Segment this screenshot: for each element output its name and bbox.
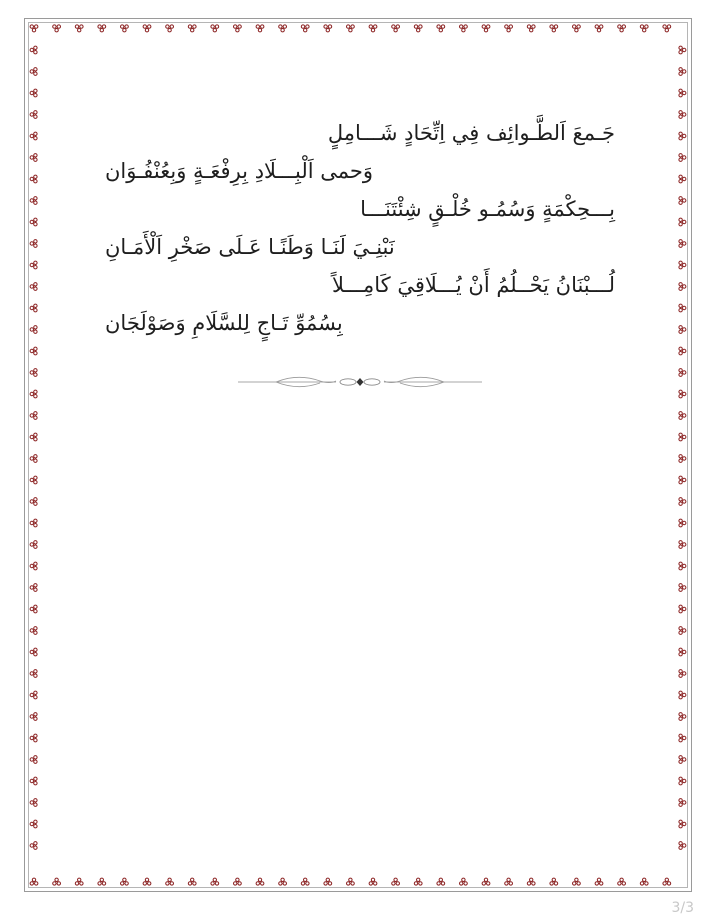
border-ornament bbox=[679, 89, 686, 97]
border-ornament bbox=[679, 111, 686, 119]
border-ornament bbox=[505, 25, 513, 32]
border-ornament bbox=[30, 175, 37, 183]
border-ornament bbox=[30, 820, 37, 828]
border-ornament bbox=[30, 218, 37, 226]
border-ornament bbox=[121, 878, 129, 885]
poem-verse-3: بِـــحِكْمَةٍ وَسُمُـو خُلْـقٍ شِئْتَنَـــا bbox=[360, 197, 615, 221]
border-ornament bbox=[679, 304, 686, 312]
border-ornament bbox=[30, 369, 37, 377]
border-ornament bbox=[30, 25, 38, 32]
border-ornament bbox=[679, 541, 686, 549]
border-ornament bbox=[679, 326, 686, 334]
border-ornament bbox=[188, 878, 196, 885]
border-ornament bbox=[679, 455, 686, 463]
border-ornament bbox=[573, 25, 581, 32]
ornamental-divider bbox=[236, 374, 484, 390]
border-ornament bbox=[234, 878, 242, 885]
border-ornament bbox=[121, 25, 129, 32]
border-ornament bbox=[30, 691, 37, 699]
border-ornament bbox=[30, 89, 37, 97]
border-ornament bbox=[679, 175, 686, 183]
border-ornament bbox=[679, 713, 686, 721]
border-ornament bbox=[550, 25, 558, 32]
border-ornament bbox=[30, 412, 37, 420]
poem-verse-1: جَـمعَ اَلطَّـوائِف فِي اِتِّحَادٍ شَـــامِلٍ bbox=[327, 121, 615, 145]
border-ornament bbox=[30, 261, 37, 269]
border-ornament bbox=[30, 605, 37, 613]
border-ornament bbox=[679, 476, 686, 484]
border-ornament bbox=[234, 25, 242, 32]
border-ornament bbox=[679, 46, 686, 54]
border-ornament bbox=[527, 878, 535, 885]
border-ornament bbox=[30, 476, 37, 484]
border-ornament bbox=[550, 878, 558, 885]
border-ornament bbox=[30, 562, 37, 570]
poem-verse-2: وَحمى اَلْبِـــلَادِ بِرِفْعَـةٍ وَبِعُنْفُـوَان bbox=[105, 159, 374, 183]
border-ornament bbox=[679, 412, 686, 420]
border-ornament bbox=[30, 132, 37, 140]
border-ornament bbox=[679, 132, 686, 140]
border-ornament bbox=[256, 878, 264, 885]
border-ornament bbox=[640, 25, 648, 32]
border-ornament bbox=[30, 648, 37, 656]
border-ornament bbox=[679, 777, 686, 785]
border-ornament bbox=[30, 433, 37, 441]
border-ornament bbox=[30, 734, 37, 742]
border-ornament bbox=[679, 691, 686, 699]
border-ornament bbox=[30, 283, 37, 291]
border-ornament bbox=[679, 605, 686, 613]
border-ornament bbox=[679, 347, 686, 355]
border-ornament bbox=[595, 878, 603, 885]
border-ornament bbox=[618, 25, 626, 32]
border-ornament bbox=[663, 878, 671, 885]
border-ornament bbox=[211, 25, 219, 32]
border-ornament bbox=[679, 197, 686, 205]
border-ornament bbox=[437, 878, 445, 885]
border-ornament bbox=[30, 627, 37, 635]
border-ornament bbox=[679, 390, 686, 398]
poem bbox=[105, 114, 615, 342]
border-ornament bbox=[256, 25, 264, 32]
border-ornament bbox=[663, 25, 671, 32]
border-ornament bbox=[392, 25, 400, 32]
border-ornament bbox=[279, 878, 287, 885]
border-ornament bbox=[679, 433, 686, 441]
border-ornament bbox=[460, 25, 468, 32]
border-ornament bbox=[414, 25, 422, 32]
border-ornament bbox=[679, 218, 686, 226]
border-ornament bbox=[527, 25, 535, 32]
border-ornament bbox=[30, 878, 38, 885]
border-ornament bbox=[30, 584, 37, 592]
border-ornament bbox=[30, 799, 37, 807]
border-ornament bbox=[679, 498, 686, 506]
border-ornament bbox=[679, 670, 686, 678]
border-ornament bbox=[211, 878, 219, 885]
border-ornament bbox=[30, 240, 37, 248]
border-ornament bbox=[30, 68, 37, 76]
border-ornament bbox=[460, 878, 468, 885]
border-ornament bbox=[392, 878, 400, 885]
border-ornament bbox=[573, 878, 581, 885]
border-ornament bbox=[595, 25, 603, 32]
border-ornament bbox=[30, 713, 37, 721]
border-ornament bbox=[98, 878, 106, 885]
border-ornament bbox=[143, 878, 151, 885]
border-ornament bbox=[143, 25, 151, 32]
border-ornament bbox=[53, 25, 61, 32]
border-ornament bbox=[482, 878, 490, 885]
poem-verse-6: بِسُمُوِّ تَـاجٍ لِلسَّلَامِ وَصَوْلَجَان bbox=[105, 311, 343, 335]
border-ornament bbox=[437, 25, 445, 32]
border-ornament bbox=[30, 326, 37, 334]
border-ornament bbox=[679, 820, 686, 828]
border-ornament bbox=[679, 627, 686, 635]
border-ornament bbox=[30, 541, 37, 549]
border-ornament bbox=[679, 584, 686, 592]
border-ornament bbox=[369, 878, 377, 885]
border-ornament bbox=[30, 390, 37, 398]
border-ornament bbox=[679, 799, 686, 807]
border-ornament bbox=[679, 369, 686, 377]
border-ornament bbox=[679, 68, 686, 76]
border-ornament bbox=[30, 304, 37, 312]
border-ornament bbox=[679, 562, 686, 570]
border-ornament bbox=[30, 46, 37, 54]
border-ornament bbox=[347, 25, 355, 32]
border-ornament bbox=[30, 756, 37, 764]
poem-verse-5: لُـــبْنَانُ يَحْــلُمُ أَنْ يُـــلَاقِيَ كَامِـــلاً bbox=[332, 273, 615, 297]
border-ornament bbox=[679, 734, 686, 742]
border-ornament bbox=[679, 519, 686, 527]
page-number: 3/3 bbox=[671, 900, 694, 916]
border-ornament bbox=[98, 25, 106, 32]
border-ornament bbox=[30, 842, 37, 850]
border-ornament bbox=[30, 197, 37, 205]
border-ornament bbox=[30, 111, 37, 119]
border-ornament bbox=[30, 455, 37, 463]
border-ornament bbox=[324, 25, 332, 32]
border-ornament bbox=[679, 648, 686, 656]
border-ornament bbox=[30, 777, 37, 785]
border-ornament bbox=[679, 756, 686, 764]
border-ornament bbox=[75, 878, 83, 885]
border-ornament bbox=[53, 878, 61, 885]
border-ornament bbox=[618, 878, 626, 885]
border-ornament bbox=[301, 25, 309, 32]
border-ornament bbox=[30, 519, 37, 527]
border-ornament bbox=[188, 25, 196, 32]
border-ornament bbox=[166, 878, 174, 885]
border-ornament bbox=[679, 842, 686, 850]
poem-verse-4: نَبْنِـيَ لَنَـا وَطَنًـا عَـلَى صَخْرِ اَلْأَمَـانِ bbox=[105, 235, 395, 259]
border-ornament bbox=[679, 154, 686, 162]
border-ornament bbox=[30, 154, 37, 162]
border-ornament bbox=[279, 25, 287, 32]
border-ornament bbox=[30, 670, 37, 678]
border-ornament bbox=[679, 261, 686, 269]
border-ornament bbox=[679, 283, 686, 291]
border-ornament bbox=[505, 878, 513, 885]
border-ornament bbox=[301, 878, 309, 885]
border-ornament bbox=[75, 25, 83, 32]
border-ornament bbox=[640, 878, 648, 885]
border-ornament bbox=[324, 878, 332, 885]
border-ornament bbox=[482, 25, 490, 32]
border-ornament bbox=[347, 878, 355, 885]
border-ornament bbox=[30, 498, 37, 506]
border-ornament bbox=[414, 878, 422, 885]
border-ornament bbox=[679, 240, 686, 248]
border-ornament bbox=[369, 25, 377, 32]
border-ornament bbox=[166, 25, 174, 32]
border-ornament bbox=[30, 347, 37, 355]
